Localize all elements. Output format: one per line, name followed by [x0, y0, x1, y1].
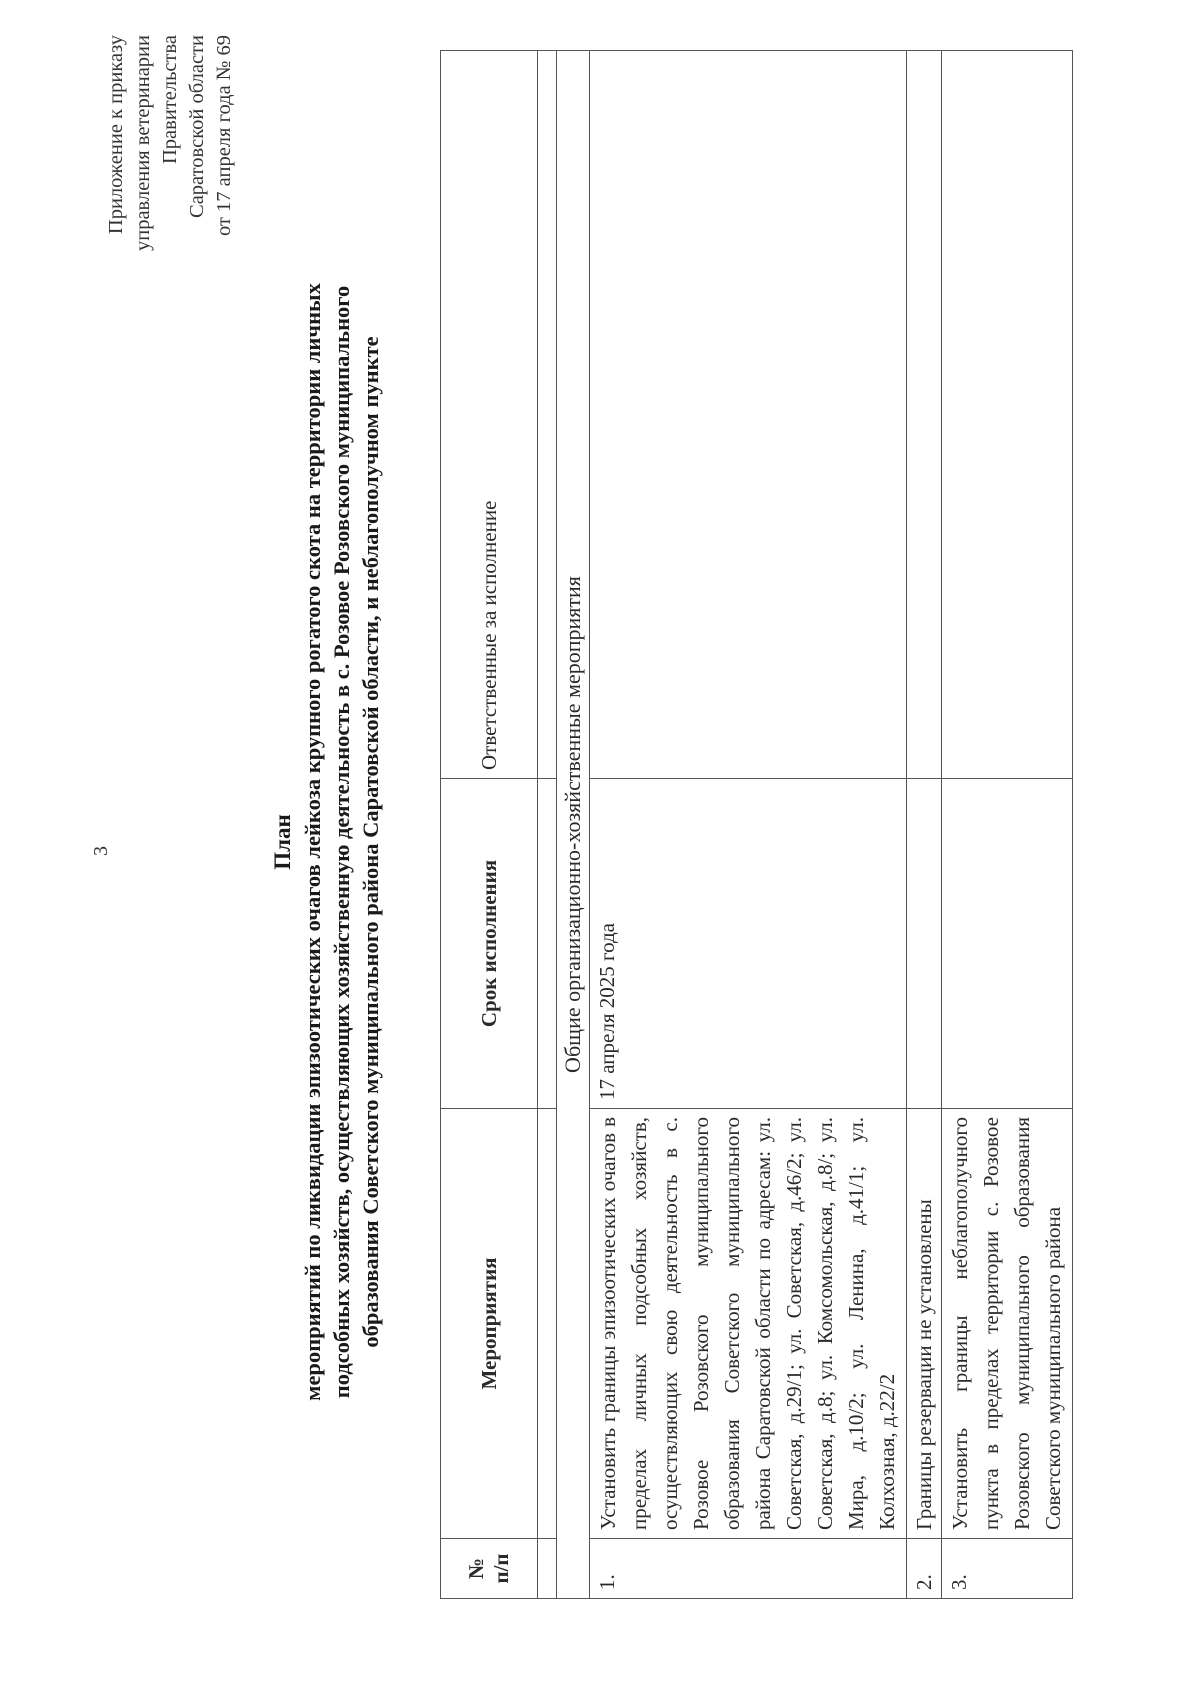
row-number: 1. — [590, 1539, 907, 1599]
spacer-cell — [538, 779, 557, 1109]
appendix-line: от 17 апреля года № 69 — [213, 35, 235, 237]
table-row — [590, 51, 907, 1599]
section-row — [557, 51, 590, 1599]
plan-subtitle-line: образования Советского муниципального района Саратовской области, и неблагополучном пункте — [358, 336, 383, 1348]
page-number: 3 — [90, 846, 112, 856]
appendix-line: Саратовской области — [186, 35, 208, 218]
plan-heading: План — [270, 814, 295, 870]
appendix-line: Правительства — [159, 35, 181, 165]
section-title: Общие организационно-хозяйственные мероприятия — [557, 51, 590, 1599]
spacer-row — [538, 51, 557, 1599]
row-deadline: 17 апреля 2025 года — [590, 779, 907, 1109]
header-deadline: Срок исполнения — [441, 779, 538, 1109]
plan-title-block — [268, 162, 385, 1522]
row-measure: Установить границы эпизоотических очагов в пределах личных подсобных хозяйств, осуществляющих свою деятельность в с. Розовое Розовского муниципального образования Советского муниципального района Саратовской области по адресам: ул. Советская, д.29/1; ул. Советская, д.46/2; ул. Советская, д.8; ул. Комсомольская, д.8/; ул. Мира, д.10/2; ул. Ленина, д.41/1; ул. Колхозная, д.22/2 — [590, 1109, 907, 1539]
appendix-line: управления ветеринарии — [132, 35, 154, 252]
table-header-row — [441, 51, 538, 1599]
row-deadline — [907, 779, 942, 1109]
table-row — [907, 51, 942, 1599]
appendix-line: Приложение к приказу — [105, 35, 127, 235]
appendix-note — [103, 35, 238, 251]
plan-subtitle-line: подсобных хозяйств, осуществляющих хозяйственную деятельность в с. Розовое Розовского муниципального — [329, 285, 354, 1399]
header-measures: Мероприятия — [441, 1109, 538, 1539]
plan-subtitle-line: мероприятий по ликвидации эпизоотических очагов лейкоза крупного рогатого скота на территории личных — [300, 283, 325, 1401]
row-responsible — [590, 51, 907, 779]
row-responsible — [942, 51, 1073, 779]
row-number: 2. — [907, 1539, 942, 1599]
row-number: 3. — [942, 1539, 1073, 1599]
spacer-cell — [538, 1539, 557, 1599]
row-measure: Границы резервации не установлены — [907, 1109, 942, 1539]
measures-table — [440, 50, 1073, 1599]
table-row — [942, 51, 1073, 1599]
row-measure: Установить границы неблагополучного пункта в пределах территории с. Розовое Розовского муниципального образования Советского муниципального района — [942, 1109, 1073, 1539]
spacer-cell — [538, 1109, 557, 1539]
header-number: № п/п — [441, 1539, 538, 1599]
row-deadline — [942, 779, 1073, 1109]
spacer-cell — [538, 51, 557, 779]
header-responsible: Ответственные за исполнение — [441, 51, 538, 779]
row-responsible — [907, 51, 942, 779]
